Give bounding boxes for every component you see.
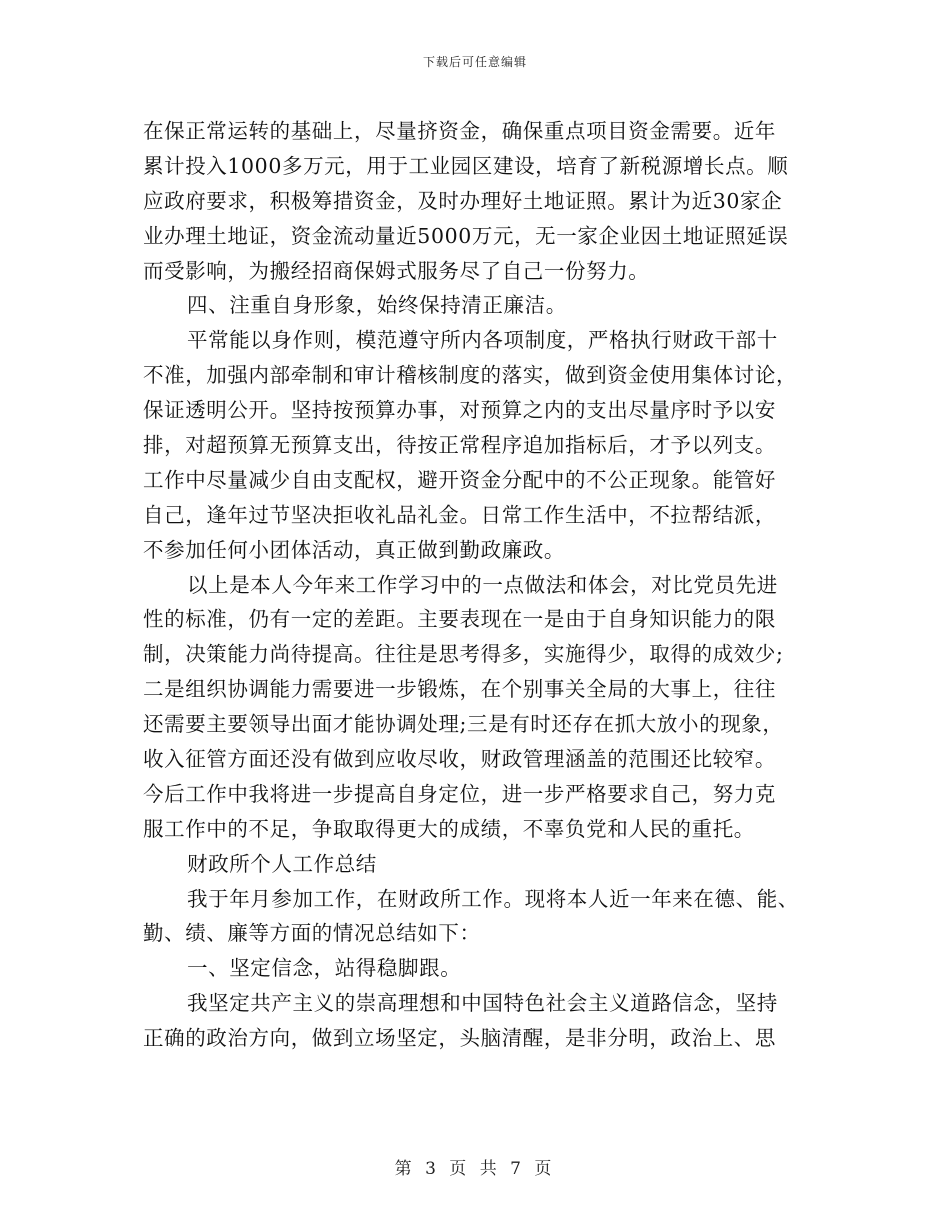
text-line: 应政府要求，积极筹措资金，及时办理好土地证照。累计为近30家企 — [143, 188, 783, 213]
text-line: 在保正常运转的基础上，尽量挤资金，确保重点项目资金需要。近年 — [143, 119, 776, 143]
text-line: 业办理土地证，资金流动量近5000万元，无一家企业因土地证照延误 — [143, 223, 789, 248]
text-line: 平常能以身作则，模范遵守所内各项制度，严格执行财政干部十 — [187, 328, 778, 353]
text-line: 正确的政治方向，做到立场坚定，头脑清醒，是非分明，政治上、思 — [143, 1026, 776, 1051]
text-line: 财政所个人工作总结 — [187, 851, 377, 876]
text-line: 保证透明公开。坚持按预算办事，对预算之内的支出尽量序时予以安 — [143, 398, 776, 423]
text-line: 而受影响，为搬经招商保姆式服务尽了自己一份努力。 — [143, 258, 650, 283]
text-line: 服工作中的不足，争取取得更大的成绩，不辜负党和人民的重托。 — [143, 816, 755, 841]
text-line: 四、注重自身形象，始终保持清正廉洁。 — [187, 293, 567, 318]
text-line: 自己，逢年过节坚决拒收礼品礼金。日常工作生活中，不拉帮结派， — [143, 502, 776, 527]
text-line: 收入征管方面还没有做到应收尽收，财政管理涵盖的范围还比较窄。 — [143, 747, 776, 772]
document-body — [143, 114, 813, 1056]
text-line: 我坚定共产主义的崇高理想和中国特色社会主义道路信念，坚持 — [187, 991, 778, 1016]
text-line: 不参加任何小团体活动，真正做到勤政廉政。 — [143, 537, 565, 562]
text-line: 排，对超预算无预算支出，待按正常程序追加指标后，才予以列支。 — [143, 433, 776, 458]
text-line: 工作中尽量减少自由支配权，避开资金分配中的不公正现象。能管好 — [143, 467, 776, 492]
text-line: 还需要主要领导出面才能协调处理;三是有时还存在抓大放小的现象， — [143, 712, 784, 737]
page-header: 下载后可任意编辑 — [422, 55, 527, 69]
text-line: 制，决策能力尚待提高。往往是思考得多，实施得少，取得的成效少; — [143, 642, 784, 667]
text-line: 累计投入1000多万元，用于工业园区建设，培育了新税源增长点。顺 — [143, 153, 789, 178]
text-line: 我于年月参加工作，在财政所工作。现将本人近一年来在德、能、 — [187, 886, 799, 911]
text-line: 以上是本人今年来工作学习中的一点做法和体会，对比党员先进 — [187, 572, 778, 597]
text-line: 今后工作中我将进一步提高自身定位，进一步严格要求自己，努力克 — [143, 781, 776, 806]
text-line: 一、坚定信念，站得稳脚跟。 — [187, 956, 462, 981]
text-line: 勤、绩、廉等方面的情况总结如下： — [143, 921, 481, 946]
page-number-footer: 第 3 页 共 7 页 — [394, 1159, 556, 1179]
text-line: 性的标准，仍有一定的差距。主要表现在一是由于自身知识能力的限 — [143, 607, 776, 632]
text-line: 不准，加强内部牵制和审计稽核制度的落实，做到资金使用集体讨论， — [143, 363, 798, 388]
text-line: 二是组织协调能力需要进一步锻炼，在个别事关全局的大事上，往往 — [143, 677, 776, 702]
